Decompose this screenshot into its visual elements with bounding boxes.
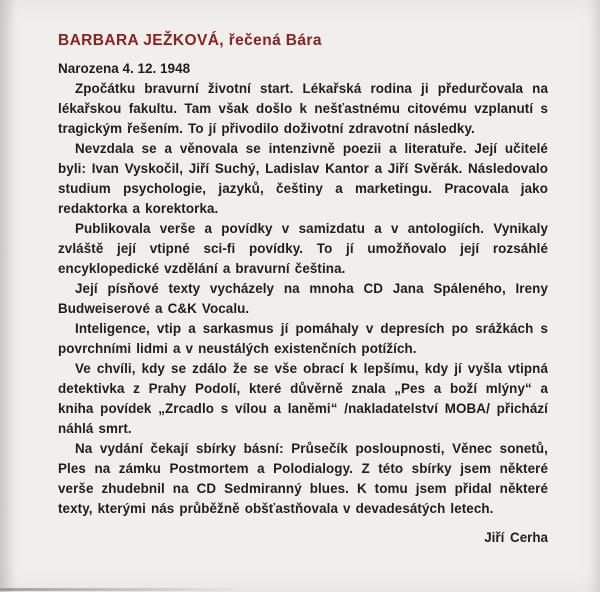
paragraph-7: Na vydání čekají sbírky básní: Průsečík posloupnosti, Věnec sonetů, Ples na zámku Postmortem a Polodialogy. Z této sbírky jsem některé verše zhudebnil na CD Sedmiranný blues. K tomu jsem přidal některé texty, kterými nás průběžně obšťastňovala v devadesátých letech. [58, 441, 548, 516]
scan-edge-right [590, 0, 600, 592]
paragraph-3: Publikovala verše a povídky v samizdatu a v antologiích. Vynikaly zvláště její vtipné sci-fi povídky. To jí umožňovalo její rozsáhlé encyklopedické vzdělání a bravurní čeština. [58, 221, 548, 276]
scan-edge-bottom-shadow [0, 588, 242, 591]
paragraph-1: Zpočátku bravurní životní start. Lékařská rodina ji předurčovala na lékařskou fakultu. Tam však došlo k nešťastnému citovému vzplanutí s tragickým řešením. To jí přivodilo doživotní zdravotní následky. [58, 81, 548, 136]
birth-date-line: Narozena 4. 12. 1948 [58, 61, 191, 76]
author-signature: Jiří Cerha [484, 530, 548, 545]
paragraph-2: Nevzdala se a věnovala se intenzivně poezii a literatuře. Její učitelé byli: Ivan Vyskočil, Jiří Suchý, Ladislav Kantor a Jiří Svěrák. Následovalo studium psychologie, jazyků, češtiny a marketingu. Pracovala jako redaktorka a korektorka. [58, 141, 548, 216]
paragraph-5: Inteligence, vtip a sarkasmus jí pomáhaly v depresích po srážkách s povrchními lidmi a v neustálých existenčních potížích. [58, 321, 548, 356]
scan-edge-left [0, 0, 16, 592]
text-block [58, 32, 548, 548]
page-title: BARBARA JEŽKOVÁ, řečená Bára [58, 32, 322, 49]
paragraph-4: Její písňové texty vycházely na mnoha CD Jana Spáleného, Ireny Budweiserové a C&K Vocalu. [58, 281, 548, 316]
paragraph-6: Ve chvíli, kdy se zdálo že se vše obrací k lepšímu, kdy jí vyšla vtipná detektivka z Prahy Podolí, které důvěrně znala „Pes a boží mlýny“ a kniha povídek „Zrcadlo s vílou a laněmi“ /nakladatelství MOBA/ přichází náhlá smrt. [58, 361, 548, 436]
